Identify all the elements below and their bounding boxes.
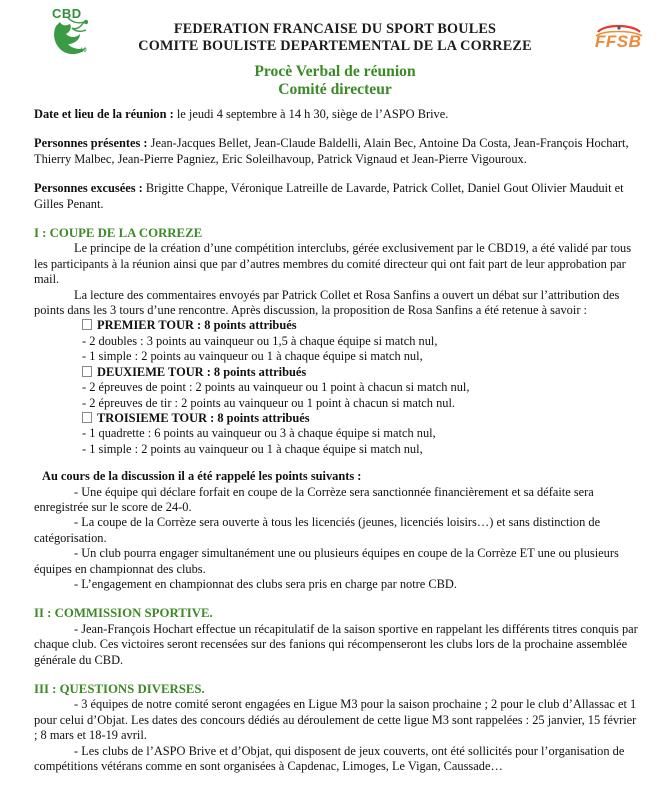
recall-item-1: - Une équipe qui déclare forfait en coupe de la Corrèze sera sanctionnée financièrement et sa défaite sera enregistrée sur le score de 24-0. (34, 484, 594, 514)
date-label: Date et lieu de la réunion : (34, 107, 174, 121)
present-label: Personnes présentes : (34, 136, 148, 151)
section-3-paragraph-2: - Les clubs de l’ASPO Brive et d’Objat, qui disposent de jeux couverts, ont été sollicités pour l’organisation de compétitions vétérans comme en sont organisées à Capdenac, Limoges, Le Vigan, Caussade… (34, 743, 625, 774)
tour-3-line-1: - 1 quadrette : 6 points au vainqueur ou 3 à chaque équipe si match nul, (82, 426, 436, 441)
tour-2-line-1: - 2 épreuves de point : 2 points au vainqueur ou 1 point à chacun si match nul, (82, 380, 470, 395)
recall-item-3: - Un club pourra engager simultanément une ou plusieurs équipes en coupe de la Corrèze ET une ou plusieurs équipes en championnat des clubs. (34, 546, 619, 576)
checkbox-icon (82, 319, 92, 330)
minutes-body (34, 107, 639, 774)
tour-2-heading (34, 365, 639, 380)
present-value: Jean-Jacques Bellet, Jean-Claude Baldelli, Alain Bec, Antoine Da Costa, Jean-François Hochart, Thierry Malbec, Jean-Pierre Pagniez, Eric Soleilhavoup, Patrick Vignaud et Jean-Pierre Vigouroux. (34, 136, 629, 166)
federation-title: FEDERATION FRANCAISE DU SPORT BOULES (173, 21, 497, 37)
cbd-logo-number: 19 (80, 48, 87, 54)
section-1-heading: I : COUPE DE LA CORREZE (34, 226, 203, 241)
tour-1-heading-text: PREMIER TOUR : 8 points attribués (97, 318, 297, 333)
section-1-paragraph-2: La lecture des commentaires envoyés par Patrick Collet et Rosa Sanfins a ouvert un débat sur l’attribution des points dans les 3 tours d’une rencontre. Après discussion, la proposition de Rosa Sanfins a été retenue à savoir : (34, 287, 620, 318)
committee-title: COMITE BOULISTE DEPARTEMENTAL DE LA CORREZE (138, 38, 532, 54)
section-3-heading: III : QUESTIONS DIVERSES. (34, 682, 205, 696)
recall-item-2: - La coupe de la Corrèze sera ouverte à tous les licenciés (jeunes, licenciés loisirs…) et sans distinction de catégorisation. (34, 515, 601, 545)
tour-1-line-1: - 2 doubles : 3 points au vainqueur ou 1,5 à chaque équipe si match nul, (82, 333, 438, 348)
section-3-paragraph-1: - 3 équipes de notre comité seront engagées en Ligue M3 pour la saison prochaine ; 2 pour le club d’Allassac et 1 pour celui d’Objat. Les dates des concours dédiés au déroulement de cette ligue M3 sont rappelées : 25 janvier, 15 février ; 8 mars et 18-19 avril. (34, 697, 637, 743)
document-title: Procè Verbal de réunion (254, 63, 416, 80)
section-2-heading: II : COMMISSION SPORTIVE. (34, 606, 213, 621)
tour-1-line-2: - 1 simple : 2 points au vainqueur ou 1 à chaque équipe si match nul, (82, 349, 423, 364)
section-2-paragraph-1: - Jean-François Hochart effectue un récapitulatif de la saison sportive en rappelant les différents titres conquis par chaque club. Ces victoires seront recensées sur des fanions qui récompenseront les clubs lors de la prochaine assemblée générale du CBD. (34, 621, 638, 667)
attendees-paragraph (34, 136, 639, 167)
ffsb-logo-text: FFSB (595, 32, 642, 51)
cbd-logo-text: CBD (52, 6, 82, 21)
cbd19-logo (46, 4, 102, 60)
excused-value: Brigitte Chappe, Véronique Latreille de Lavarde, Patrick Collet, Daniel Gout Olivier Mauduit et Gilles Penant. (34, 181, 624, 211)
tour-2-heading-text: DEUXIEME TOUR : 8 points attribués (97, 364, 307, 379)
tour-3-line-2: - 1 simple : 2 points au vainqueur ou 1 à chaque équipe si match nul, (82, 441, 423, 456)
excused-label: Personnes excusées : (34, 181, 143, 196)
section-1-paragraph-1: Le principe de la création d’une compétition interclubs, gérée exclusivement par le CBD19, a été validé par tous les participants à la réunion ainsi que par d’autres membres du comité directeur qui ont fait part de leur approbation par mail. (34, 241, 632, 287)
tour-1-heading (34, 318, 639, 333)
tour-3-heading (34, 411, 639, 426)
excused-paragraph (34, 181, 639, 212)
recall-heading: Au cours de la discussion il a été rappelé les points suivants : (42, 469, 362, 484)
recall-item-4: - L’engagement en championnat des clubs sera pris en charge par notre CBD. (74, 576, 457, 591)
checkbox-icon (82, 412, 92, 423)
date-value: le jeudi 4 septembre à 14 h 30, siège de l’ASPO Brive. (173, 107, 449, 121)
ffsb-logo (592, 22, 646, 66)
document-subtitle: Comité directeur (278, 81, 392, 98)
meeting-date-paragraph (34, 107, 639, 122)
tour-2-line-2: - 2 épreuves de tir : 2 points au vainqueur ou 1 point à chacun si match nul. (82, 395, 456, 410)
checkbox-icon (82, 366, 92, 377)
tour-3-heading-text: TROISIEME TOUR : 8 points attribués (97, 410, 310, 425)
